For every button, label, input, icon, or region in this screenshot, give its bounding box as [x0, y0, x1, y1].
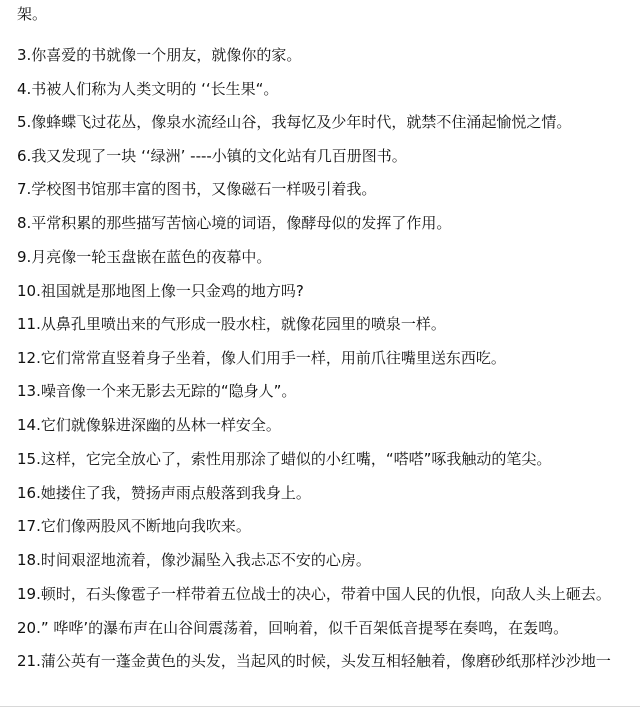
text-line: 21.蒲公英有一蓬金黄色的头发，当起风的时候，头发互相轻触着，像磨砂纸那样沙沙地一	[17, 652, 611, 670]
text-line: 15.这样，它完全放心了，索性用那涂了蜡似的小红嘴，“嗒嗒”啄我触动的笔尖。	[17, 450, 552, 468]
text-line: 14.它们就像躲进深幽的丛林一样安全。	[17, 416, 281, 434]
text-line: 11.从鼻孔里喷出来的气形成一股水柱，就像花园里的喷泉一样。	[17, 315, 446, 333]
text-line: 20.” 哗哗’的瀑布声在山谷间震荡着，回响着，似千百架低音提琴在奏鸣，在轰鸣。	[17, 619, 569, 637]
text-line: 8.平常积累的那些描写苦恼心境的词语，像酵母似的发挥了作用。	[17, 214, 452, 232]
text-line: 3.你喜爱的书就像一个朋友，就像你的家。	[17, 46, 302, 64]
text-line: 10.祖国就是那地图上像一只金鸡的地方吗?	[17, 282, 304, 300]
text-line: 19.顿时，石头像雹子一样带着五位战士的决心，带着中国人民的仇恨，向敌人头上砸去。	[17, 585, 611, 603]
text-line: 架。	[17, 5, 48, 23]
text-line: 13.噪音像一个来无影去无踪的“隐身人”。	[17, 382, 297, 400]
text-line: 5.像蜂蝶飞过花丛，像泉水流经山谷，我每忆及少年时代，就禁不住涌起愉悦之情。	[17, 113, 572, 131]
text-line: 17.它们像两股风不断地向我吹来。	[17, 517, 251, 535]
text-line: 12.它们常常直竖着身子坐着，像人们用手一样，用前爪往嘴里送东西吃。	[17, 349, 506, 367]
text-line: 16.她搂住了我，赞扬声雨点般落到我身上。	[17, 484, 311, 502]
text-line: 4.书被人们称为人类文明的 ‘‘长生果“。	[17, 80, 279, 98]
text-line: 6.我又发现了一块 ‘‘绿洲’ ----小镇的文化站有几百册图书。	[17, 147, 407, 165]
text-line: 18.时间艰涩地流着，像沙漏坠入我忐忑不安的心房。	[17, 551, 371, 569]
text-line: 7.学校图书馆那丰富的图书，又像磁石一样吸引着我。	[17, 180, 377, 198]
text-line: 9.月亮像一轮玉盘嵌在蓝色的夜幕中。	[17, 248, 272, 266]
